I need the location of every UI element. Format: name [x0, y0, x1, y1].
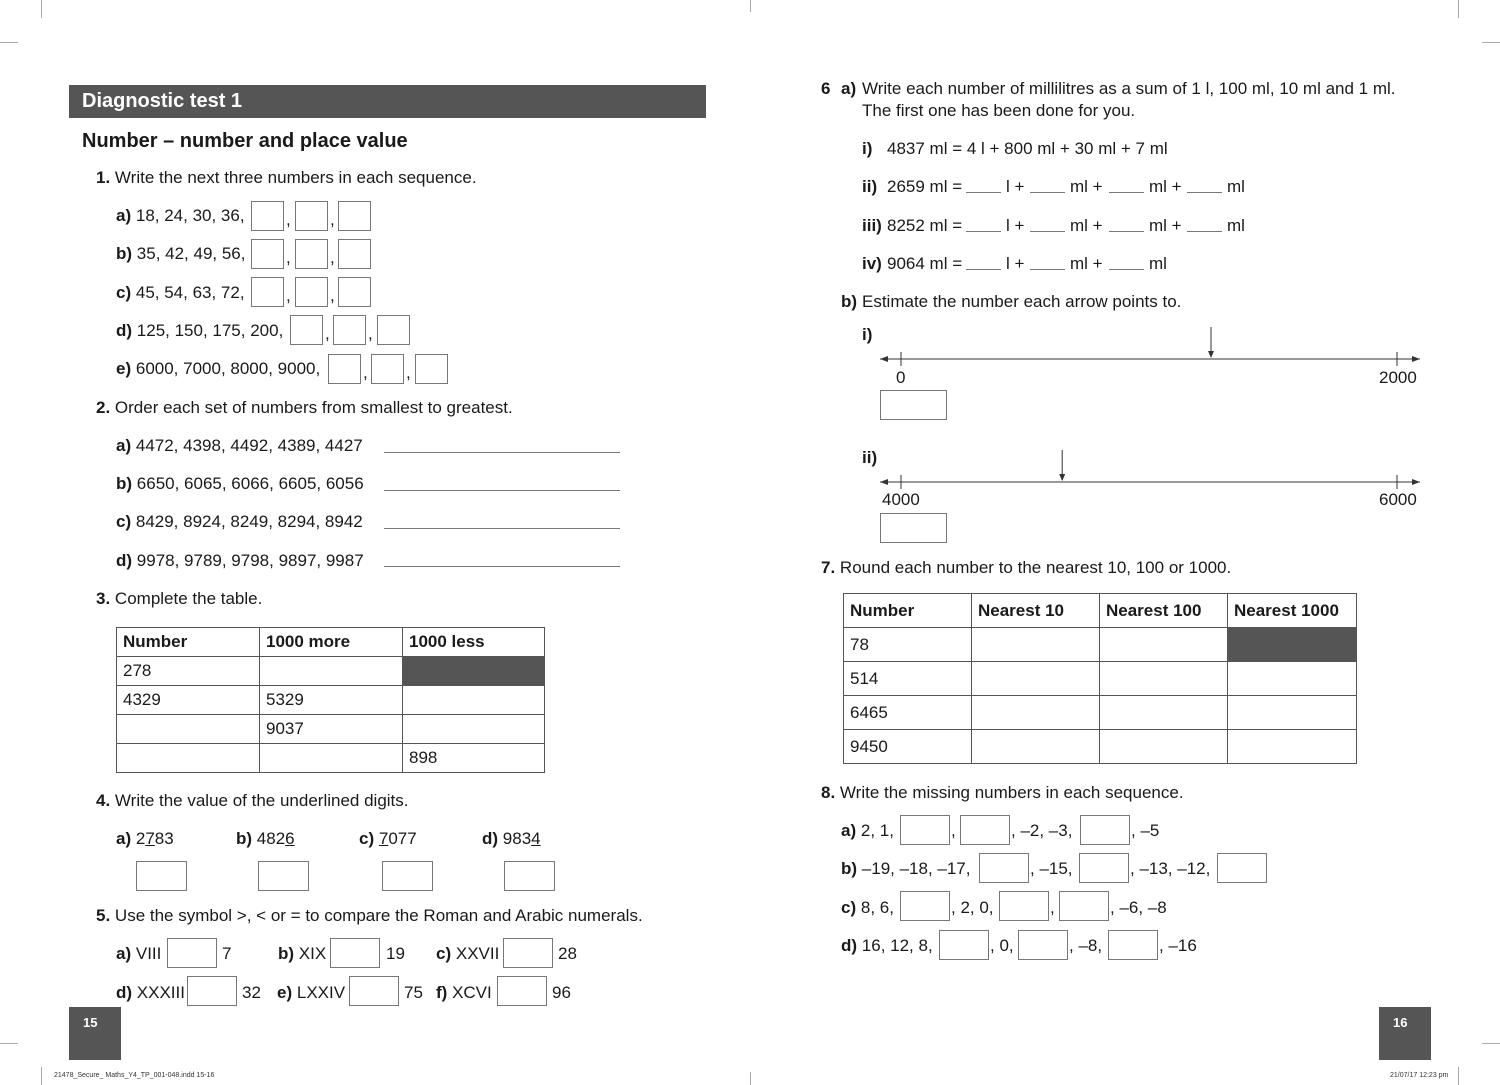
q6-i-text: 4837 ml = 4 l + 800 ml + 30 ml + 7 ml [887, 139, 1168, 158]
section-subtitle: Number – number and place value [82, 130, 408, 152]
answer-box[interactable] [1080, 815, 1130, 845]
answer-line[interactable] [1187, 192, 1222, 193]
answer-box[interactable] [251, 239, 284, 269]
answer-box[interactable] [328, 354, 361, 384]
answer-box[interactable] [295, 277, 328, 307]
q2-item-a: a) 4472, 4398, 4492, 4389, 4427 [116, 436, 363, 455]
q1-item-c: c) 45, 54, 63, 72, [116, 283, 245, 302]
table-cell[interactable] [260, 744, 403, 773]
answer-box[interactable] [1059, 891, 1109, 921]
answer-box[interactable] [187, 976, 237, 1006]
answer-box[interactable] [900, 891, 950, 921]
q6-b-label: b) [841, 292, 858, 311]
q1-item-a: a) 18, 24, 30, 36, [116, 206, 245, 225]
numberline-1-label: i) [862, 325, 873, 344]
numberline-2-end: 6000 [1379, 490, 1417, 509]
answer-box[interactable] [1217, 853, 1267, 883]
answer-box[interactable] [349, 976, 399, 1006]
answer-box[interactable] [504, 861, 555, 891]
answer-box[interactable] [136, 861, 187, 891]
q5-item-f: f) XCVI [436, 983, 492, 1002]
q8-item-c: c) 8, 6, [841, 898, 894, 917]
answer-line[interactable] [966, 269, 1001, 270]
q6-iii-value: 8252 ml = [887, 216, 963, 235]
answer-box[interactable] [497, 976, 547, 1006]
table-header: Nearest 1000 [1228, 594, 1357, 628]
footer-date: 21/07/17 12:23 pm [1390, 1072, 1449, 1079]
answer-line[interactable] [1030, 192, 1065, 193]
q6-iv-label: iv) [862, 254, 882, 273]
footer-file: 21478_Secure_ Maths_Y4_TP_001-048.indd 15-16 [54, 1072, 215, 1079]
question-4: 4. Write the value of the underlined digits. [96, 791, 409, 810]
answer-box[interactable] [251, 277, 284, 307]
table-header: 1000 less [403, 628, 545, 657]
answer-box[interactable] [290, 315, 323, 345]
answer-box[interactable] [382, 861, 433, 891]
answer-box[interactable] [1018, 930, 1068, 960]
question-5: 5. Use the symbol >, < or = to compare the Roman and Arabic numerals. [96, 906, 643, 925]
table-cell[interactable] [117, 715, 260, 744]
q6-a-text2: The first one has been done for you. [862, 101, 1136, 120]
table-cell: 6465 [844, 696, 972, 730]
answer-box[interactable] [503, 938, 553, 968]
answer-box[interactable] [900, 815, 950, 845]
table-cell[interactable] [972, 730, 1100, 764]
table-cell: 9450 [844, 730, 972, 764]
answer-line[interactable] [384, 452, 620, 453]
number-line-2 [875, 445, 1425, 495]
numberline-1-start: 0 [896, 368, 906, 387]
table-cell[interactable] [972, 696, 1100, 730]
table-cell[interactable] [117, 744, 260, 773]
q6-ii-value: 2659 ml = [887, 177, 963, 196]
table-cell[interactable] [1228, 696, 1357, 730]
question-8: 8. Write the missing numbers in each sequence. [821, 783, 1184, 802]
q1-item-d: d) 125, 150, 175, 200, [116, 321, 284, 340]
page-title: Diagnostic test 1 [69, 85, 706, 118]
q2-item-c: c) 8429, 8924, 8249, 8294, 8942 [116, 512, 363, 531]
pointer-arrow [1059, 450, 1065, 481]
page-number: 15 [69, 1007, 121, 1060]
table-cell[interactable] [1100, 730, 1228, 764]
answer-box[interactable] [939, 930, 989, 960]
answer-line[interactable] [384, 490, 620, 491]
q6-i-label: i) [862, 139, 873, 158]
q2-item-b: b) 6650, 6065, 6066, 6605, 6056 [116, 474, 364, 493]
table-cell[interactable] [1100, 696, 1228, 730]
q5-item-e: e) LXXIV [277, 983, 346, 1002]
answer-line[interactable] [1030, 231, 1065, 232]
answer-box[interactable] [295, 201, 328, 231]
answer-line[interactable] [966, 192, 1001, 193]
answer-box[interactable] [371, 354, 404, 384]
question-1: 1. Write the next three numbers in each sequence. [96, 168, 477, 187]
answer-line[interactable] [1109, 192, 1144, 193]
answer-box[interactable] [258, 861, 309, 891]
answer-box[interactable] [1108, 930, 1158, 960]
numberline-2-start: 4000 [882, 490, 920, 509]
q4-item-a: a) 2783 [116, 829, 174, 848]
table-cell[interactable] [403, 686, 545, 715]
table-cell[interactable] [403, 715, 545, 744]
q5-item-b: b) XIX [278, 944, 327, 963]
table-header: Nearest 100 [1100, 594, 1228, 628]
answer-line[interactable] [966, 231, 1001, 232]
answer-box[interactable] [251, 201, 284, 231]
table-cell: 278 [117, 657, 260, 686]
answer-line[interactable] [1187, 231, 1222, 232]
q2-item-d: d) 9978, 9789, 9798, 9897, 9987 [116, 551, 364, 570]
table-header: 1000 more [260, 628, 403, 657]
arabic-numeral: 32 [242, 983, 261, 1002]
q6-a-label: a) [841, 79, 857, 98]
answer-box[interactable] [880, 513, 947, 543]
answer-line[interactable] [384, 566, 620, 567]
table-cell[interactable] [972, 628, 1100, 662]
q1-item-b: b) 35, 42, 49, 56, [116, 244, 246, 263]
table-cell[interactable] [1228, 662, 1357, 696]
numberline-1-end: 2000 [1379, 368, 1417, 387]
table-cell[interactable] [260, 657, 403, 686]
answer-box[interactable] [960, 815, 1010, 845]
answer-box[interactable] [377, 315, 410, 345]
answer-line[interactable] [384, 528, 620, 529]
q4-item-c: c) 7077 [359, 829, 417, 848]
shaded-cell [403, 657, 545, 686]
arrow-head [1059, 474, 1065, 481]
answer-box[interactable] [1079, 853, 1129, 883]
table-cell: 898 [403, 744, 545, 773]
answer-box[interactable] [415, 354, 448, 384]
shaded-cell [1228, 628, 1357, 662]
q6-iii-label: iii) [862, 216, 882, 235]
q3-table [116, 627, 545, 773]
arabic-numeral: 96 [552, 983, 571, 1002]
answer-box[interactable] [979, 853, 1029, 883]
answer-line[interactable] [1109, 231, 1144, 232]
numberline-2-label: ii) [862, 448, 878, 467]
answer-box[interactable] [338, 239, 371, 269]
q5-item-d: d) XXXIII [116, 983, 185, 1002]
table-header: Number [844, 594, 972, 628]
q5-item-c: c) XXVII [436, 944, 500, 963]
table-cell[interactable] [1100, 662, 1228, 696]
question-6-number: 6 [821, 79, 831, 98]
answer-box[interactable] [295, 239, 328, 269]
arabic-numeral: 28 [558, 944, 577, 963]
table-cell: 4329 [117, 686, 260, 715]
table-header: Number [117, 628, 260, 657]
arrow-head [1208, 351, 1214, 358]
answer-box[interactable] [338, 277, 371, 307]
answer-box[interactable] [880, 390, 947, 420]
q5-item-a: a) VIII [116, 944, 162, 963]
q1-item-e: e) 6000, 7000, 8000, 9000, [116, 359, 321, 378]
q8-item-d: d) 16, 12, 8, [841, 936, 933, 955]
arabic-numeral: 75 [404, 983, 423, 1002]
q4-item-b: b) 4826 [236, 829, 295, 848]
pointer-arrow [1208, 327, 1214, 358]
answer-box[interactable] [333, 315, 366, 345]
table-cell[interactable] [1228, 730, 1357, 764]
q8-item-a: a) 2, 1, [841, 821, 894, 840]
arabic-numeral: 19 [386, 944, 405, 963]
table-cell: 514 [844, 662, 972, 696]
q6-ii-label: ii) [862, 177, 878, 196]
question-3: 3. Complete the table. [96, 589, 263, 608]
question-7: 7. Round each number to the nearest 10, 100 or 1000. [821, 558, 1232, 577]
q8-item-b: b) –19, –18, –17, [841, 859, 971, 878]
answer-box[interactable] [338, 201, 371, 231]
answer-box[interactable] [330, 938, 380, 968]
answer-line[interactable] [1109, 269, 1144, 270]
q6-iv-value: 9064 ml = [887, 254, 963, 273]
arabic-numeral: 7 [222, 944, 232, 963]
answer-box[interactable] [167, 938, 217, 968]
table-header: Nearest 10 [972, 594, 1100, 628]
table-cell: 9037 [260, 715, 403, 744]
table-cell[interactable] [1100, 628, 1228, 662]
q4-item-d: d) 9834 [482, 829, 541, 848]
question-2: 2. Order each set of numbers from smallest to greatest. [96, 398, 513, 417]
table-cell: 5329 [260, 686, 403, 715]
table-cell: 78 [844, 628, 972, 662]
page-number: 16 [1379, 1007, 1431, 1060]
q6-a-text: Write each number of millilitres as a sum of 1 l, 100 ml, 10 ml and 1 ml. [862, 79, 1396, 98]
q7-table [843, 593, 1357, 764]
answer-box[interactable] [999, 891, 1049, 921]
answer-line[interactable] [1030, 269, 1065, 270]
q6-b-text: Estimate the number each arrow points to. [862, 292, 1182, 311]
table-cell[interactable] [972, 662, 1100, 696]
number-line-1 [875, 322, 1425, 372]
